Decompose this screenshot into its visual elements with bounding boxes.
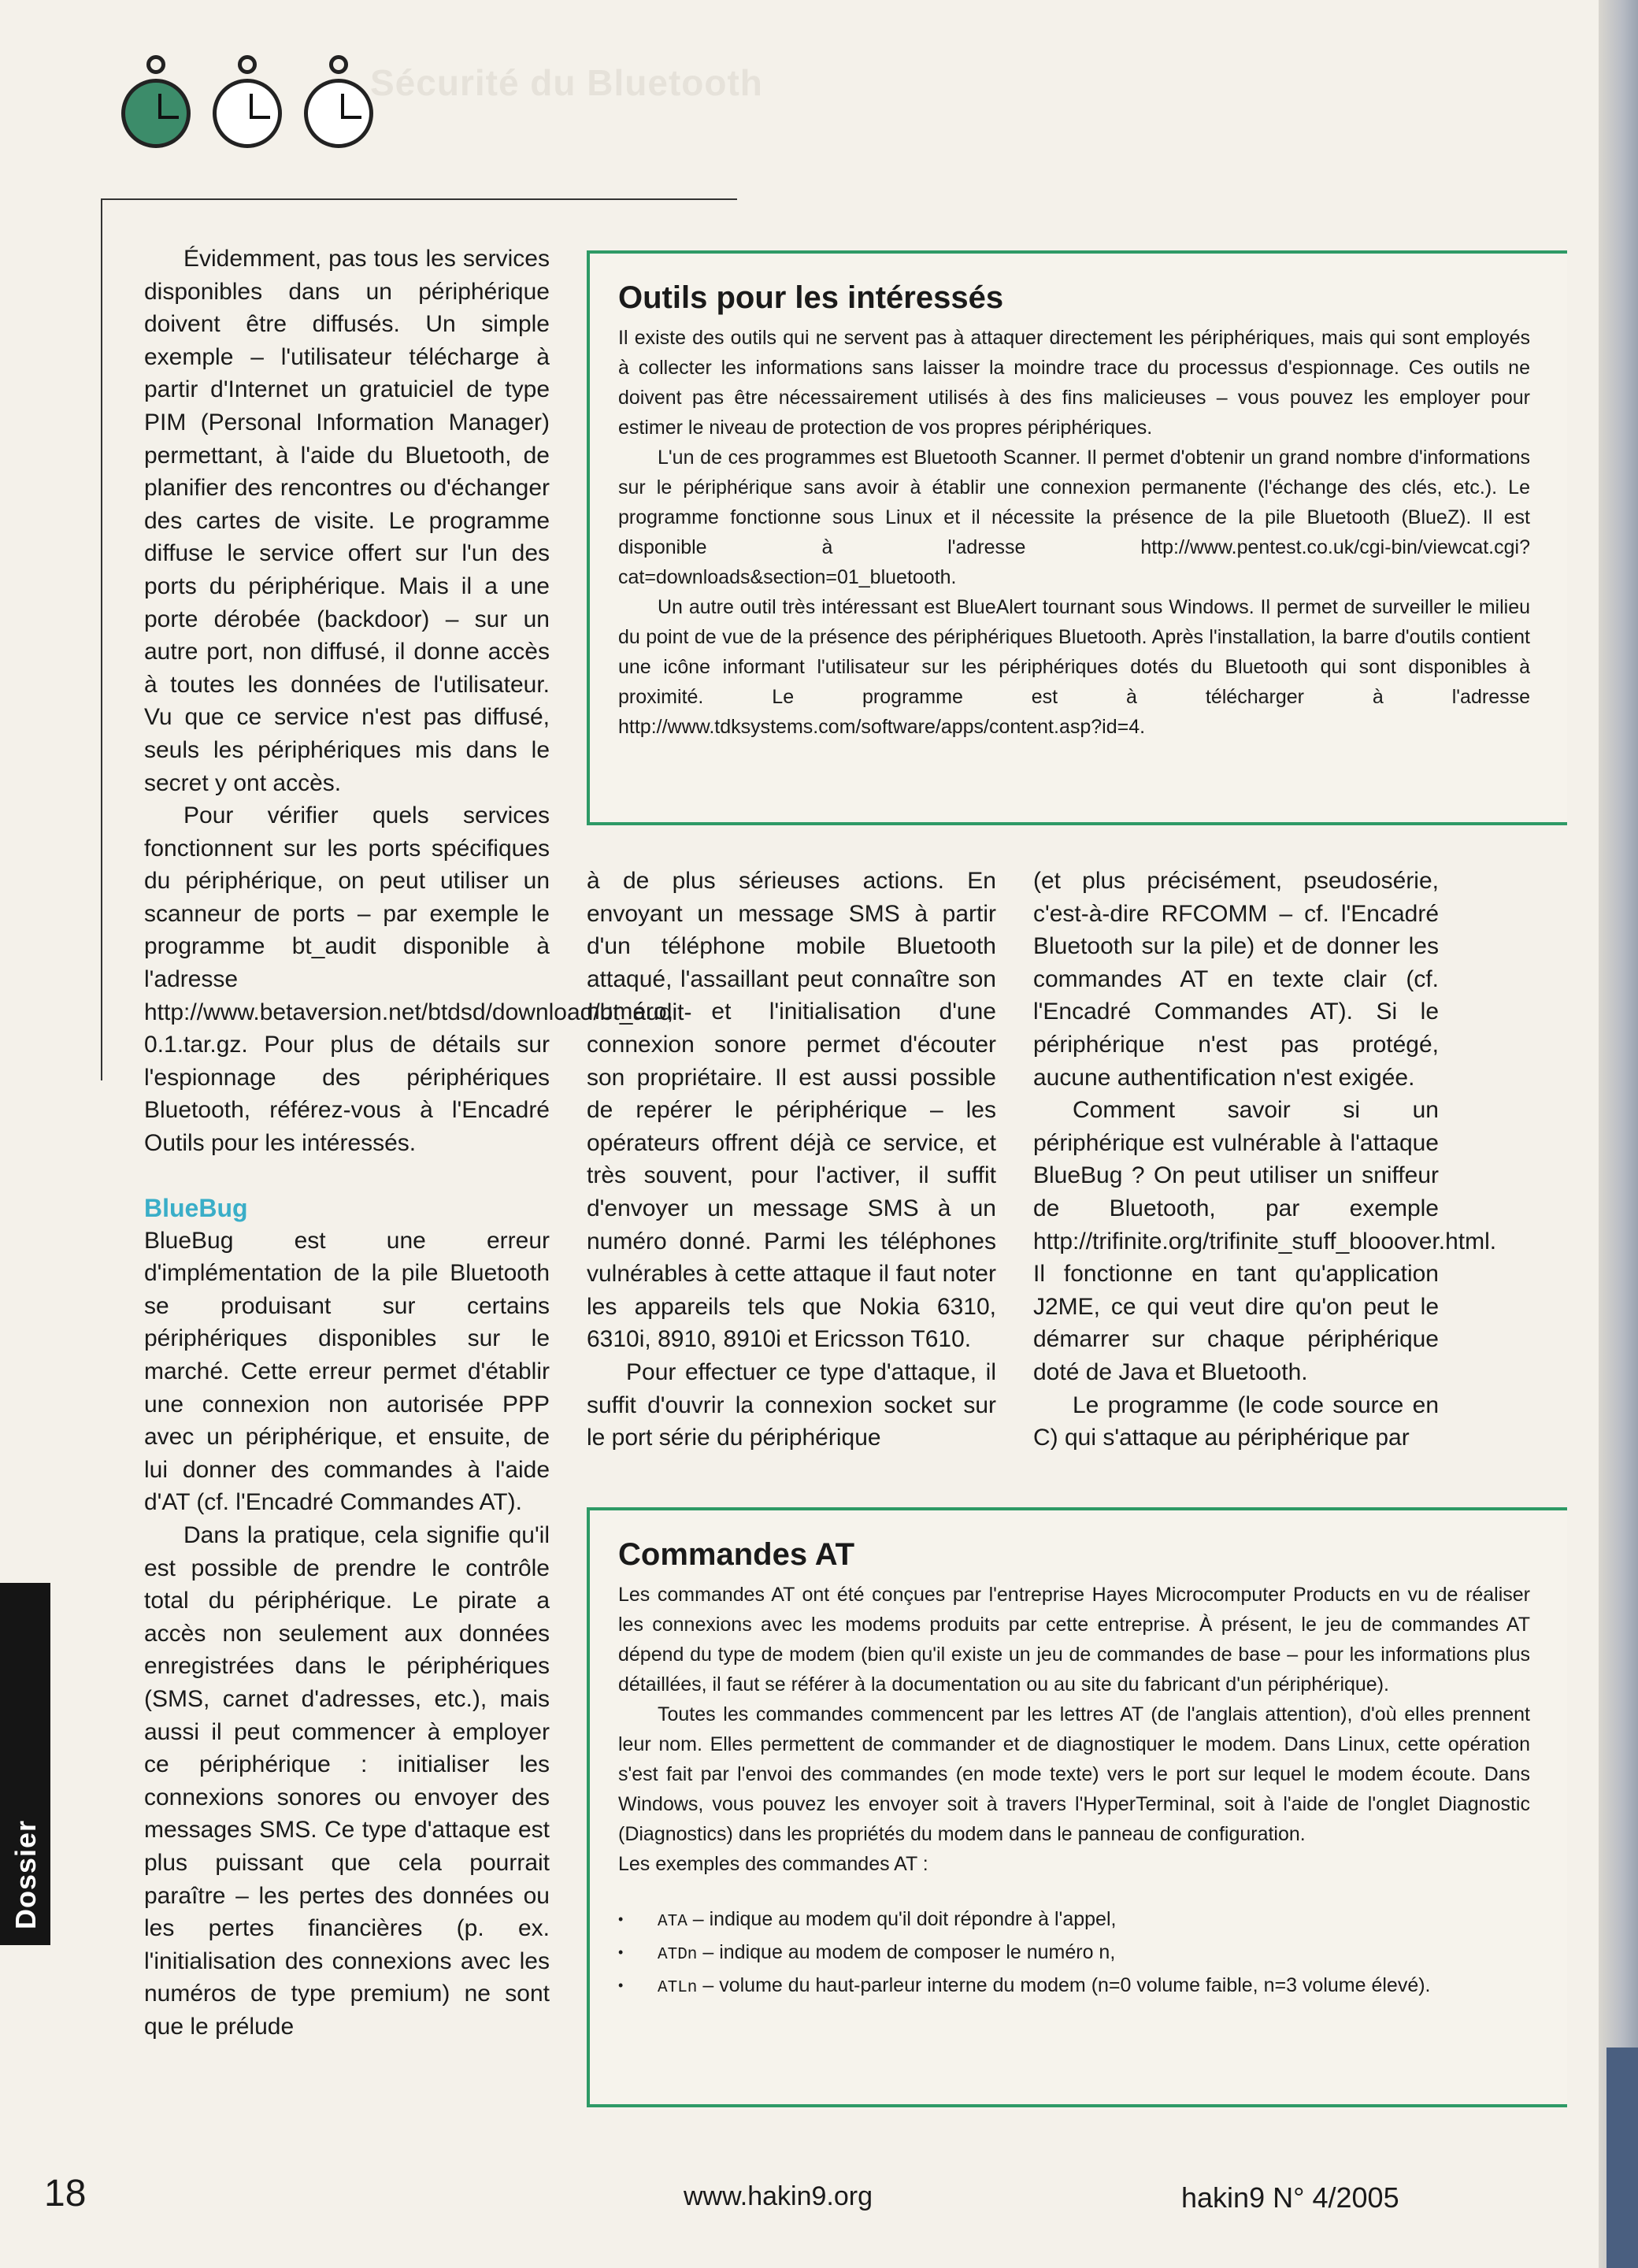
paragraph: Pour vérifier quels services fonctionnent sur les ports spécifiques du périphérique, on peut utiliser un scanneur de ports – par exemple le programme bt_audit disponible à l'adresse http://www.betaversion.net/btdsd/download/bt_audit-0.1.tar.gz. Pour plus de détails sur l'espionnage des périphériques Bluetooth, référez-vous à l'Encadré Outils pour les intéressés.	[144, 802, 692, 1157]
section-side-tab	[0, 1583, 50, 1945]
header-rule	[101, 198, 737, 200]
page-edge-shadow	[1606, 2048, 1638, 2268]
box-paragraph: Les commandes AT ont été conçues par l'entreprise Hayes Microcomputer Products en vu de réaliser les connexions avec les modems produits par cette entreprise. À présent, le jeu de commandes AT dépend du type de modem (bien qu'il existe un jeu de commandes de base – pour les informations plus détaillées, il faut se référer à la documentation ou au site du fabricant d'un périphérique).	[618, 1584, 1530, 1695]
page-number: 18	[44, 2173, 87, 2214]
paragraph: BlueBug est une erreur d'implémentation de la pile Bluetooth se produisant sur certains périphériques disponibles sur le marché. Cette erreur permet d'établir une connexion non autorisée PPP avec un périphérique, et ensuite, de lui donner des commandes à l'aide d'AT (cf. l'Encadré Commandes AT).	[144, 1227, 550, 1516]
column-rule	[101, 198, 102, 1080]
footer-issue: hakin9 N° 4/2005	[1181, 2181, 1399, 2214]
command-desc: – indique au modem de composer le numéro n,	[697, 1941, 1116, 1963]
command-desc: – indique au modem qu'il doit répondre à l'appel,	[687, 1908, 1117, 1930]
sidebar-box-outils	[587, 250, 1567, 825]
sidebar-box-commandes-at	[587, 1507, 1567, 2107]
paragraph: Le programme (le code source en C) qui s'attaque au périphérique par	[1033, 1392, 1439, 1451]
box-paragraph: Un autre outil très intéressant est BlueAlert tournant sous Windows. Il permet de surveiller le milieu du point de vue de la présence des périphériques Bluetooth. Après l'installation, la barre d'outils contient une icône informant l'utilisateur sur les périphériques dotés du Bluetooth qui sont disponibles à proximité. Le programme est à télécharger à l'adresse http://www.tdksystems.com/software/apps/content.asp?id=4.	[618, 596, 1530, 738]
paragraph: Comment savoir si un périphérique est vulnérable à l'attaque BlueBug ? On peut utiliser un sniffeur de Bluetooth, par exemple http://trifinite.org/trifinite_stuff_blooover.html. Il fonctionne en tant qu'application J2ME, ce qui veut dire qu'on peut le démarrer sur chaque périphérique doté de Java et Bluetooth.	[1033, 1097, 1497, 1385]
text-column-2	[587, 865, 996, 1455]
header-watches	[118, 55, 376, 154]
list-item	[618, 1904, 1530, 1937]
box-paragraph: Toutes les commandes commencent par les lettres AT (de l'anglais attention), d'où elles prennent leur nom. Elles permettent de commander et de diagnostiquer le modem. Dans Linux, cette opération s'est fait par l'envoi des commandes (en mode texte) vers le port sur lequel le modem écoute. Dans Windows, vous pouvez les envoyer soit à travers l'HyperTerminal, soit à l'aide de l'onglet Diagnostic (Diagnostics) dans les propriétés du modem dans le panneau de configuration.	[618, 1703, 1530, 1845]
at-command-list	[618, 1904, 1530, 2003]
pocket-watch-icon	[209, 55, 285, 154]
command-code: ATA	[658, 1913, 687, 1931]
box-paragraph: Les exemples des commandes AT :	[618, 1853, 928, 1875]
command-desc: – volume du haut-parleur interne du modem (n=0 volume faible, n=3 volume élevé).	[697, 1974, 1431, 1996]
section-title: Sécurité du Bluetooth	[370, 62, 763, 103]
pocket-watch-icon	[118, 55, 194, 154]
paragraph: à de plus sérieuses actions. En envoyant un message SMS à partir d'un téléphone mobile Bluetooth attaqué, l'assaillant peut connaître son numéro, et l'initialisation d'une connexion sonore permet d'écouter son propriétaire. Il est aussi possible de repérer le périphérique – les opérateurs offrent déjà ce service, et très souvent, pour l'activer, il suffit d'envoyer un message SMS à un numéro donné. Parmi les téléphones vulnérables à cette attaque il faut noter les appareils tels que Nokia 6310, 6310i, 8910, 8910i et Ericsson T610.	[587, 868, 996, 1353]
box-paragraph: Il existe des outils qui ne servent pas à attaquer directement les périphériques, mais qui sont employés à collecter les informations sans laisser la moindre trace du processus d'espionnage. Ces outils ne doivent pas être nécessairement utilisés à des fins malicieuses – vous pouvez les employer pour estimer le niveau de protection de vos propres périphériques.	[618, 327, 1530, 439]
paragraph: Évidemment, pas tous les services disponibles dans un périphérique doivent être diffusés. Un simple exemple – l'utilisateur télécharge à partir d'Internet un gratuiciel de type PIM (Personal Information Manager) permettant, à l'aide du Bluetooth, de planifier des rencontres ou d'échanger des cartes de visite. Le programme diffuse le service offert sur l'un des ports du périphérique. Mais il a une porte dérobée (backdoor) – sur un autre port, non diffusé, il donne accès à toutes les données de l'utilisateur. Vu que ce service n'est pas diffusé, seuls les périphériques mis dans le secret y ont accès.	[144, 246, 550, 796]
text-column-3	[1033, 865, 1497, 1455]
command-code: ATDn	[658, 1946, 698, 1964]
subhead-bluebug: BlueBug	[144, 1193, 248, 1222]
page-gutter	[1599, 0, 1638, 2268]
side-tab-label: Dossier	[9, 1819, 42, 1929]
footer-site: www.hakin9.org	[684, 2181, 873, 2211]
list-item	[618, 1970, 1530, 2003]
paragraph: (et plus précisément, pseudosérie, c'est-à-dire RFCOMM – cf. l'Encadré Bluetooth sur la pile) et de donner les commandes AT en texte clair (cf. l'Encadré Commandes AT). Si le périphérique n'est pas protégé, aucune authentification n'est exigée.	[1033, 868, 1439, 1091]
command-code: ATLn	[658, 1979, 698, 1997]
pocket-watch-icon	[301, 55, 376, 154]
box-title: Outils pour les intéressés	[618, 280, 1004, 315]
box-paragraph: L'un de ces programmes est Bluetooth Scanner. Il permet d'obtenir un grand nombre d'informations sur le périphérique sans avoir à établir une connexion permanente (l'échange des clés, etc.). Le programme fonctionne sous Linux et il nécessite la présence de la pile Bluetooth (BlueZ). Il est disponible à l'adresse http://www.pentest.co.uk/cgi-bin/viewcat.cgi?cat=downloads&section=01_bluetooth.	[618, 447, 1530, 588]
paragraph: Dans la pratique, cela signifie qu'il est possible de prendre le contrôle total du périphérique. Le pirate a accès non seulement aux données enregistrées dans le périphériques (SMS, carnet d'adresses, etc.), mais aussi il peut commencer à employer ce périphérique : initialiser les connexions sonores ou envoyer des messages SMS. Ce type d'attaque est plus puissant que cela pourrait paraître – les pertes des données ou les pertes financières (p. ex. l'initialisation des connexions avec les numéros de type premium) ne sont que le prélude	[144, 1521, 550, 2040]
list-item	[618, 1937, 1530, 1970]
paragraph: Pour effectuer ce type d'attaque, il suffit d'ouvrir la connexion socket sur le port série du périphérique	[587, 1358, 996, 1451]
box-title: Commandes AT	[618, 1537, 855, 1572]
